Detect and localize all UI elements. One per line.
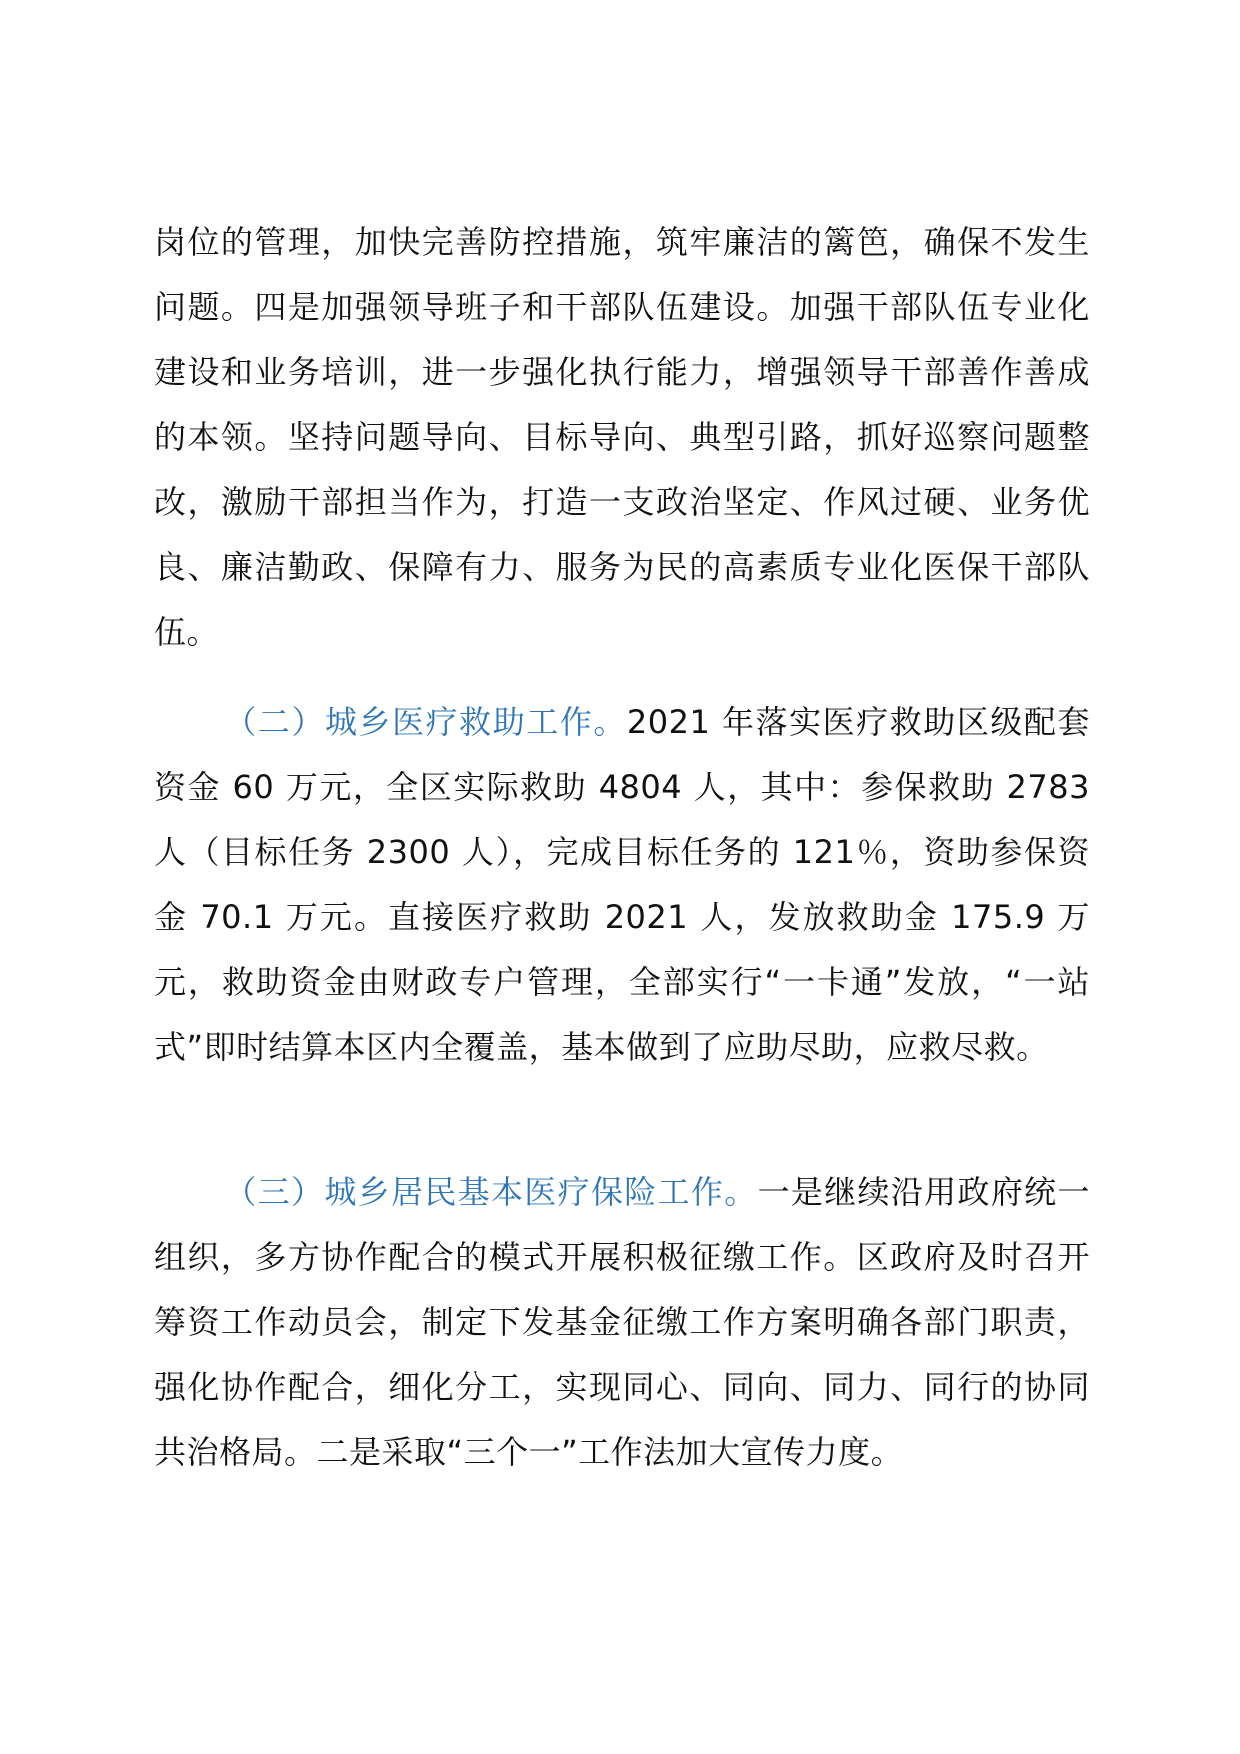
paragraph-medical-assistance [154, 690, 1090, 1080]
paragraph-resident-insurance [154, 1160, 1090, 1485]
paragraph-body: 岗位的管理，加快完善防控措施，筑牢廉洁的篱笆，确保不发生问题。四是加强领导班子和干部队伍建设。加强干部队伍专业化建设和业务培训，进一步强化执行能力，增强领导干部善作善成的本领。坚持问题导向、目标导向、典型引路，抓好巡察问题整改，激励干部担当作为，打造一支政治坚定、作风过硬、业务优良、廉洁勤政、保障有力、服务为民的高素质专业化医保干部队伍。 [154, 223, 1090, 651]
paragraph-body: 一是继续沿用政府统一组织，多方协作配合的模式开展积极征缴工作。区政府及时召开筹资工作动员会，制定下发基金征缴工作方案明确各部门职责，强化协作配合，细化分工，实现同心、同向、同力、同行的协同共治格局。二是采取“三个一”工作法加大宣传力度。 [154, 1173, 1090, 1471]
section-heading-resident-insurance: （三）城乡居民基本医疗保险工作。 [224, 1173, 758, 1211]
paragraph-body: 2021 年落实医疗救助区级配套资金 60 万元，全区实际救助 4804 人，其中：参保救助 2783 人（目标任务 2300 人），完成目标任务的 121％，资助参保资金 70.1 万元。直接医疗救助 2021 人，发放救助金 175.9 万元，救助资金由财政专户管理，全部实行“一卡通”发放，“一站式”即时结算本区内全覆盖，基本做到了应助尽助，应救尽救。 [154, 703, 1090, 1066]
paragraph-cadre-team [154, 210, 1090, 665]
section-heading-medical-assistance: （二）城乡医疗救助工作。 [224, 703, 627, 741]
